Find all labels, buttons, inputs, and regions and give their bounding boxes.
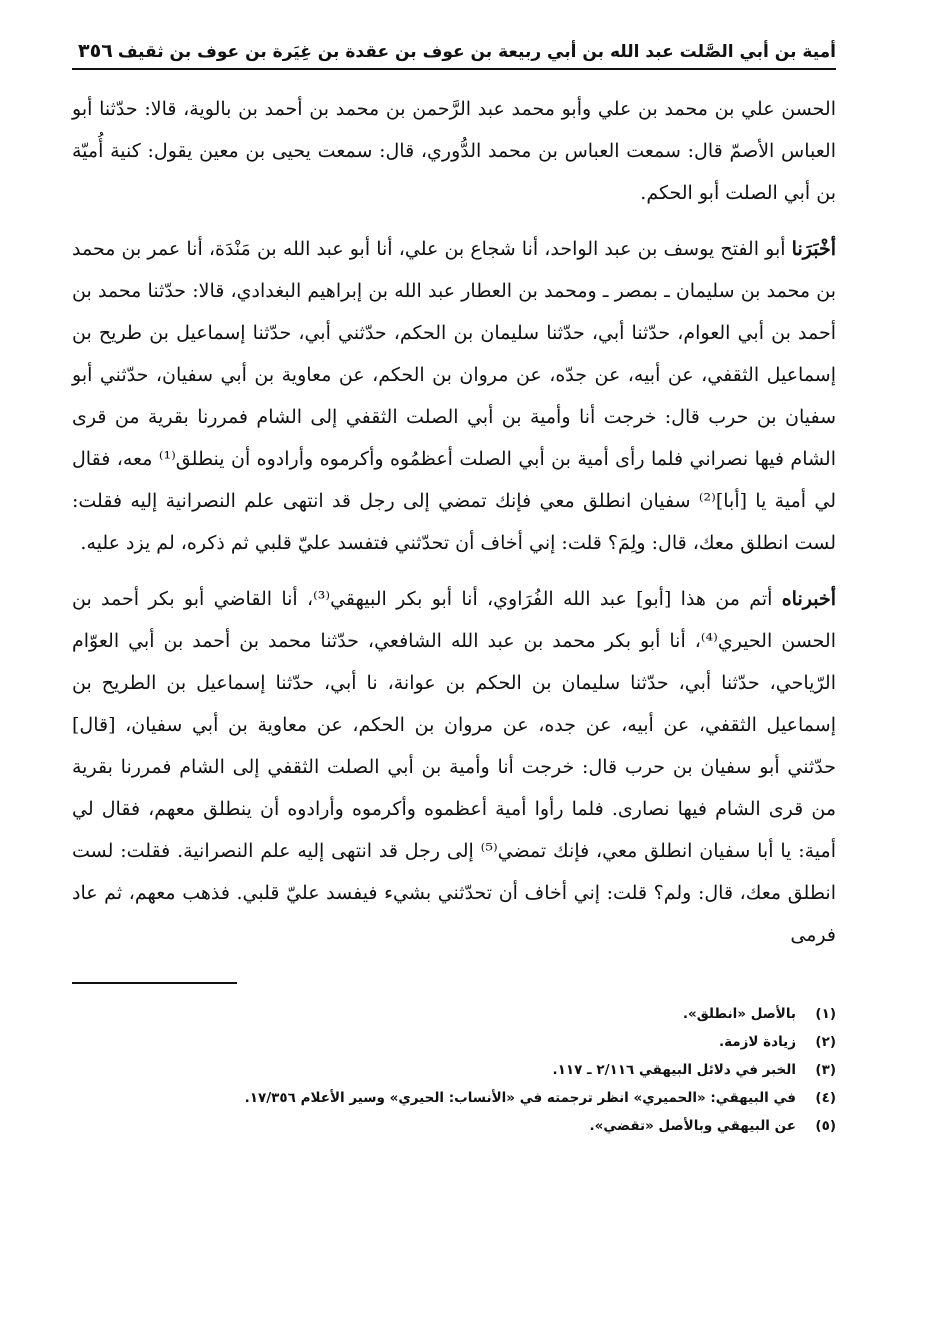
running-title: أمية بن أبي الصَّلت عبد الله بن أبي ربيعة بن عوف بن عقدة بن غِيَرة بن عوف بن ثقيف [117, 42, 836, 62]
footnote-item [72, 1000, 836, 1028]
footnote-text: زيادة لازمة. [718, 1034, 796, 1050]
paragraph [72, 228, 836, 564]
main-text [72, 88, 836, 956]
footnote-number: (٤) [815, 1090, 836, 1106]
paragraph-text: أبو الفتح يوسف بن عبد الواحد، أنا شجاع بن علي، أنا أبو عبد الله بن مَنْدَة، أنا عمر بن محمد بن محمد بن سليمان ـ بمصر ـ ومحمد بن العطار عبد الله بن إبراهيم البغدادي، قالا: حدّثنا محمد بن أحمد بن أبي العوام، حدّثنا أبي، حدّثنا سليمان بن الحكم، حدّثني أبي، حدّثنا إسماعيل بن طريح بن إسماعيل الثقفي، عن أبيه، عن جدّه، عن مروان بن الحكم، عن معاوية بن أبي سفيان، حدّثني أبو سفيان بن حرب قال: خرجت أنا وأمية بن أبي الصلت الثقفي إلى الشام فمررنا بقرية من قرى الشام فيها نصراني فلما رأى أمية بن أبي الصلت أعظمُوه وأكرموه وأرادوه أن ينطلق⁽¹⁾ معه، فقال لي أمية يا [أبا]⁽²⁾ سفيان انطلق معي فإنك تمضي إلى رجل قد انتهى علم النصرانية إليه فقلت: لست انطلق معك، قال: ولِمَ؟ قلت: إني أخاف أن تحدّثني فتفسد عليّ قلبي ثم ذكره، لم يزد عليه. [72, 238, 837, 554]
paragraph-lead: أخبرناه [781, 588, 836, 610]
page-number: ٣٥٦ [78, 40, 113, 62]
paragraph-lead: أخْبَرَنا [791, 238, 836, 260]
footnote-number: (٢) [815, 1034, 836, 1050]
paragraph [72, 578, 836, 956]
footnote-text: الخبر في دلائل البيهقي ٢/١١٦ ـ ١١٧. [552, 1062, 796, 1078]
footnote-text: عن البيهقي وبالأصل «تقضي». [589, 1118, 796, 1134]
book-page [72, 28, 836, 1318]
footnote-divider [72, 982, 237, 984]
footnote-item [72, 1084, 836, 1112]
footnote-item [72, 1028, 836, 1056]
paragraph-text: أتم من هذا [أبو] عبد الله الفُرَاوي، أنا أبو بكر البيهقي⁽³⁾، أنا القاضي أبو بكر أحمد بن الحسن الحيري⁽⁴⁾، أنا أبو بكر محمد بن عبد الله الشافعي، حدّثنا محمد بن أحمد بن أبي العوّام الرّياحي، حدّثنا أبي، حدّثنا سليمان بن الحكم بن عوانة، نا أبي، حدّثنا إسماعيل بن الطريح بن إسماعيل الثقفي، عن أبيه، عن جده، عن مروان بن الحكم، عن معاوية بن أبي سفيان، [قال] حدّثني أبو سفيان بن حرب قال: خرجت أنا وأمية بن أبي الصلت الثقفي إلى الشام فمررنا بقرية من قرى الشام فيها نصارى. فلما رأوا أمية أعظموه وأكرموه وأرادوه أن ينطلق معهم، فقال لي أمية: يا أبا سفيان انطلق معي، فإنك تمضي⁽⁵⁾ إلى رجل قد انتهى إليه علم النصرانية. فقلت: لست انطلق معك، قال: ولم؟ قلت: إني أخاف أن تحدّثني بشيء فيفسد عليّ قلبي. فذهب معهم، ثم عاد فرمى [72, 588, 837, 946]
footnote-text: في البيهقي: «الحميري» انظر ترجمته في «الأنساب: الحيري» وسير الأعلام ١٧/٣٥٦. [244, 1090, 796, 1106]
footnote-text: بالأصل «انطلق». [682, 1006, 796, 1022]
footnote-number: (٥) [815, 1118, 836, 1134]
paragraph-text: الحسن علي بن محمد بن علي وأبو محمد عبد الرَّحمن بن محمد بن أحمد بن بالوية، قالا: حدّثنا أبو العباس الأصمّ قال: سمعت العباس بن محمد الدُّوري، قال: سمعت يحيى بن معين يقول: كنية أُميّة بن أبي الصلت أبو الحكم. [72, 98, 836, 204]
footnote-number: (١) [815, 1006, 836, 1022]
paragraph [72, 88, 836, 214]
footnote-number: (٣) [815, 1062, 836, 1078]
footnotes [72, 1000, 836, 1140]
footnote-item [72, 1112, 836, 1140]
running-header [72, 28, 836, 70]
footnote-item [72, 1056, 836, 1084]
